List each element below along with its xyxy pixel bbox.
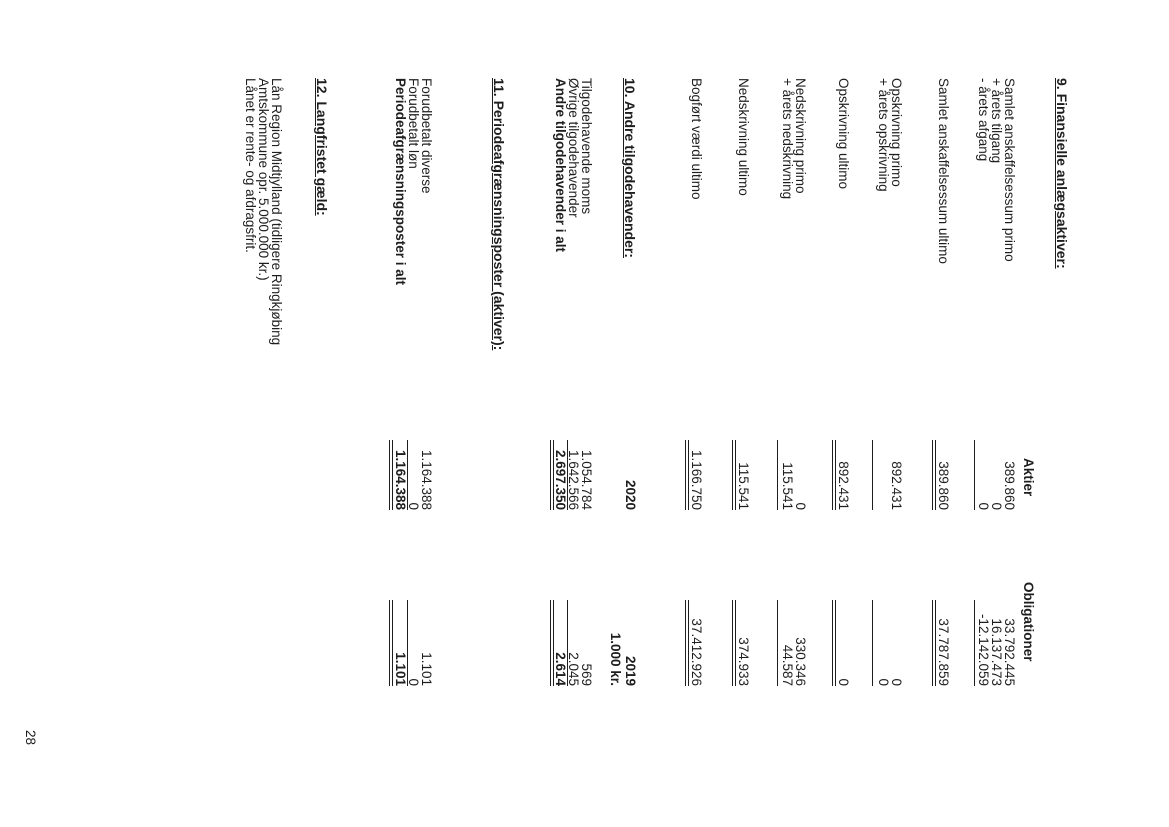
section-11-2020-loen: 0 [406, 502, 421, 510]
rule-obl-nedskr [777, 600, 778, 686]
page-number: 28 [23, 730, 38, 746]
section-10-label-moms: Tilgodehavende moms [579, 78, 594, 215]
section-10-2020-moms: 1.054.784 [579, 449, 594, 510]
section-9-aktier-afgang: 0 [976, 502, 991, 510]
double-rule-aktier-bogfoert [685, 440, 689, 510]
section-9-label-nedskrivning_aar: + årets nedskrivning [780, 78, 795, 200]
section-10-heading: 10. Andre tilgodehavender: [622, 78, 638, 258]
section-9-obligationer-opskrivning_aar: 0 [876, 678, 891, 686]
section-9-obligationer-bogfoert: 37.412.926 [689, 618, 704, 686]
rule-aktier-nedskr [777, 440, 778, 510]
rule-aktier-opskr [872, 440, 873, 510]
section-10-2020-total: 2.697.350 [553, 449, 568, 510]
section-11-label-loen: Forudbetalt løn [406, 78, 421, 169]
section-9-aktier-nedskrivning_ultimo: 115.541 [736, 462, 751, 510]
section-10-2019-oevrige: 2.045 [566, 652, 581, 686]
double-rule-2020-s11 [389, 440, 393, 510]
section-11-2019-total: 1.101 [393, 652, 408, 686]
rule-2020-s10 [567, 440, 568, 510]
double-rule-aktier-anskaffelse [932, 440, 936, 510]
section-11-2019-diverse: 1.101 [419, 652, 434, 686]
section-9-obligationer-afgang: -12.142.059 [976, 613, 991, 686]
section-9-obligationer-anskaffelse_primo: 33.792.445 [1002, 618, 1017, 686]
section-9-label-bogfoert: Bogført værdi ultimo [689, 78, 704, 200]
section-9-heading: 9. Finansielle anlægsaktiver: [1054, 78, 1070, 269]
section-11-label-total: Periodeafgrænsningsposter i alt [393, 78, 408, 286]
section-9-label-tilgang: + årets tilgang [989, 78, 1004, 164]
section-12-text-2: Amtskommune opr. 5.000.000 kr.) [256, 78, 271, 281]
section-9-obligationer-nedskrivning_primo: 330.346 [793, 637, 808, 686]
col-header-obligationer: Obligationer [1021, 582, 1036, 662]
section-9-label-opskrivning_aar: + årets opskrivning [876, 78, 891, 192]
double-rule-aktier-nedskr-ultimo [732, 440, 736, 510]
section-9-aktier-anskaffelse_ultimo: 389.860 [936, 461, 951, 510]
section-11-heading: 11. Periodeafgrænsningsposter (aktiver): [491, 78, 507, 351]
section-9-obligationer-nedskrivning_ultimo: 374.933 [736, 637, 751, 686]
section-9-label-anskaffelse_ultimo: Samlet anskaffelsessum ultimo [936, 78, 951, 264]
section-10-2020-oevrige: 1.642.566 [566, 449, 581, 510]
double-rule-obl-bogfoert [685, 600, 689, 686]
section-9-label-opskrivning_ultimo: Opskrivning ultimo [836, 78, 851, 190]
section-11-2019-loen: 0 [406, 678, 421, 686]
double-rule-obl-opskr-ultimo [832, 600, 836, 686]
section-10-2019-moms: 569 [579, 663, 594, 686]
section-9-aktier-bogfoert: 1.166.750 [689, 449, 704, 510]
section-12-heading: 12. Langfristet gæld: [314, 78, 330, 216]
section-9-obligationer-nedskrivning_aar: 44.587 [780, 644, 795, 686]
section-9-aktier-opskrivning_primo: 892.431 [889, 461, 904, 510]
section-9-aktier-opskrivning_ultimo: 892.431 [836, 461, 851, 510]
double-rule-obl-anskaffelse [932, 600, 936, 686]
section-9-label-nedskrivning_ultimo: Nedskrivning ultimo [736, 78, 751, 196]
col-header-2020: 2020 [623, 479, 638, 510]
rule-obl-afgang [974, 600, 975, 686]
section-9-obligationer-opskrivning_primo: 0 [889, 678, 904, 686]
section-9-label-afgang: - årets afgang [976, 78, 991, 162]
section-10-label-total: Andre tilgodehavender i alt [553, 78, 568, 253]
section-9-label-opskrivning_primo: Opskrivning primo [889, 78, 904, 187]
rule-aktier-afgang [974, 440, 975, 510]
section-11-label-diverse: Forudbetalt diverse [419, 78, 434, 194]
col-header-2019: 2019 [623, 655, 638, 686]
section-9-label-nedskrivning_primo: Nedskrivning primo [793, 78, 808, 194]
section-10-2019-total: 2.614 [553, 652, 568, 686]
section-9-obligationer-opskrivning_ultimo: 0 [836, 678, 851, 686]
col-header-aktier: Aktier [1021, 458, 1036, 497]
section-10-label-oevrige: Øvrige tilgodehavender [566, 78, 581, 218]
section-12-text-1: Lån Region Midtjylland (tidligere Ringkjøbing [269, 78, 284, 346]
section-12-text-3: Lånet er rente- og afdragsfrit. [243, 78, 258, 253]
section-9-aktier-anskaffelse_primo: 389.860 [1002, 461, 1017, 510]
section-9-obligationer-anskaffelse_ultimo: 37.787.859 [936, 618, 951, 686]
double-rule-2020-s10 [550, 440, 554, 510]
double-rule-aktier-opskr-ultimo [832, 440, 836, 510]
section-9-aktier-nedskrivning_primo: 0 [793, 502, 808, 510]
double-rule-2019-s10 [550, 600, 554, 686]
section-9-aktier-tilgang: 0 [989, 502, 1004, 510]
rule-2019-s11 [407, 600, 408, 686]
section-9-obligationer-tilgang: 16.137.473 [989, 618, 1004, 686]
double-rule-obl-nedskr-ultimo [732, 600, 736, 686]
unit-label: 1.000 kr. [608, 632, 623, 686]
section-11-2020-total: 1.164.388 [393, 449, 408, 510]
rule-2020-s11 [407, 440, 408, 510]
double-rule-2019-s11 [389, 600, 393, 686]
rule-2019-s10 [567, 600, 568, 686]
section-9-label-anskaffelse_primo: Samlet anskaffelsessum primo [1002, 78, 1017, 262]
section-9-aktier-nedskrivning_aar: 115.541 [780, 462, 795, 510]
rule-obl-opskr [872, 600, 873, 686]
section-11-2020-diverse: 1.164.388 [419, 449, 434, 510]
